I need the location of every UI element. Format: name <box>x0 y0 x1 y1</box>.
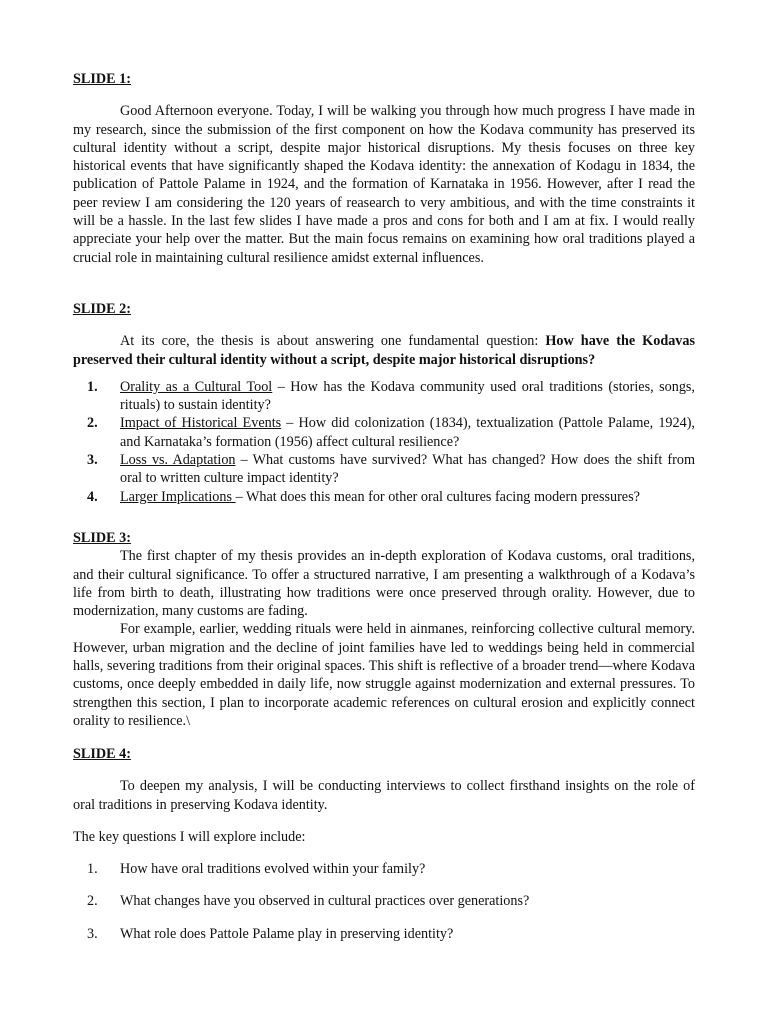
slide-2-intro-text: At its core, the thesis is about answering one fundamental question: <box>120 333 546 350</box>
list-item <box>73 925 695 943</box>
slide-4-question-list <box>73 860 695 943</box>
list-item-text: – How has the Kodava community used oral traditions (stories, songs, rituals) to sustain identity? <box>120 378 695 414</box>
slide-2-section <box>73 300 695 506</box>
slide-1-heading: SLIDE 1: <box>73 71 131 87</box>
list-number: 2. <box>87 415 98 432</box>
slide-2-intro <box>73 332 695 369</box>
slide-1-paragraph: Good Afternoon everyone. Today, I will be walking you through how much progress I have made in my research, since the submission of the first component on how the Kodava community has preserved its cultural identity without a script, despite major historical disruptions. My thesis focuses on three key historical events that have significantly shaped the Kodava identity: the annexation of Kodagu in 1834, the publication of Pattole Palame in 1924, and the formation of Karnataka in 1956. However, after I read the peer review I am considering the 120 years of reasearch to very ambitious, and with the time constraints it will be a hassle. In the last few slides I have made a pros and cons for both and I am at fix. I would really appreciate your help over the matter. But the main focus remains on examining how oral traditions played a crucial role in maintaining cultural resilience amidst external influences. <box>73 103 695 266</box>
list-number: 3. <box>87 925 98 942</box>
slide-4-lead: The key questions I will explore include: <box>73 828 306 845</box>
slide-4-paragraph: To deepen my analysis, I will be conducting interviews to collect firsthand insights on the role of oral traditions in preserving Kodava identity. <box>73 778 695 813</box>
list-item <box>73 451 695 488</box>
slide-2-list <box>73 378 695 506</box>
list-item-text: What role does Pattole Palame play in preserving identity? <box>120 925 454 942</box>
slide-3-paragraph-2: For example, earlier, wedding rituals were held in ainmanes, reinforcing collective cultural memory. However, urban migration and the decline of joint families have led to weddings being held in commercial halls, severing traditions from their original spaces. This shift is reflective of a broader trend—where Kodava customs, once deeply embedded in daily life, now struggle against modernization and external pressures. To strengthen this section, I plan to incorporate academic references on cultural erosion and explicitly connect orality to resilience.\ <box>73 621 695 729</box>
list-number: 1. <box>87 378 98 395</box>
list-item-title: Orality as a Cultural Tool <box>120 378 273 395</box>
slide-3-paragraph-1: The first chapter of my thesis provides an in-depth exploration of Kodava customs, oral traditions, and their cultural significance. To offer a structured narrative, I am presenting a walkthrough of a Kodava’s life from birth to death, illustrating how traditions were once preserved through orality. However, due to modernization, many customs are fading. <box>73 548 695 620</box>
list-item-text: What changes have you observed in cultural practices over generations? <box>120 893 530 910</box>
list-item <box>73 892 695 910</box>
slide-2-question: How have the Kodavas preserved their cultural identity without a script, despite major historical disruptions? <box>73 333 696 368</box>
list-item <box>73 414 695 451</box>
slide-1-section <box>73 70 695 267</box>
slide-4-heading: SLIDE 4: <box>73 746 131 762</box>
list-item-text: How have oral traditions evolved within your family? <box>120 861 426 878</box>
list-item <box>73 488 695 506</box>
list-item-title: Larger Implications <box>120 488 236 505</box>
list-item-title: Impact of Historical Events <box>120 415 282 432</box>
list-item <box>73 860 695 878</box>
list-number: 3. <box>87 452 98 469</box>
list-item <box>73 378 695 415</box>
list-number: 4. <box>87 488 98 505</box>
list-item-text: – How did colonization (1834), textualization (Pattole Palame, 1924), and Karnataka’s formation (1956) affect cultural resilience? <box>120 415 695 450</box>
list-item-title: Loss vs. Adaptation <box>120 452 236 469</box>
list-item-text: – What does this mean for other oral cultures facing modern pressures? <box>235 488 640 505</box>
slide-2-heading: SLIDE 2: <box>73 301 131 317</box>
slide-3-section <box>73 529 695 730</box>
slide-4-section <box>73 745 695 943</box>
list-item-text: – What customs have survived? What has changed? How does the shift from oral to written culture impact identity? <box>120 452 696 487</box>
list-number: 1. <box>87 861 98 878</box>
list-number: 2. <box>87 893 98 910</box>
slide-3-heading: SLIDE 3: <box>73 530 131 546</box>
